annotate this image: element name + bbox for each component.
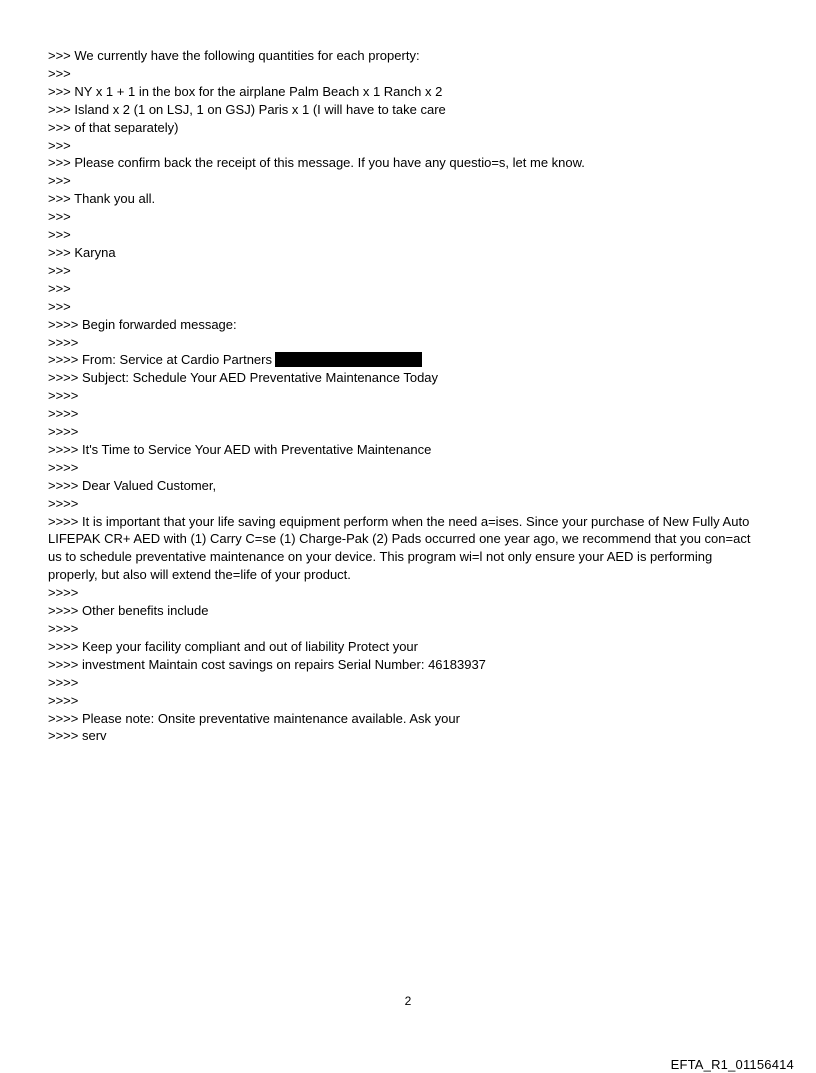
text-line: >>> [48, 298, 71, 314]
text-line: >>> [48, 137, 71, 153]
redaction-bar [275, 352, 422, 367]
text-line: >>> [48, 209, 71, 225]
from-text: >>>> From: Service at Cardio Partners [48, 352, 272, 368]
text-line: >>> [48, 227, 71, 243]
text-line: >>> [48, 262, 71, 278]
text-line: >>> [48, 173, 71, 189]
text-line: >>>> [48, 406, 79, 422]
paragraph-text: >>>> It is important that your life saving equipment perform when the need a=ises. Since your purchase of New Fully Auto LIFEPAK CR+ AED with (1) Carry C=se (1) Charge-Pak (2) Pads occurred one year ago, we recommend that you con=act us to schedule preventative maintenance on your device. This program wi=l not only ensure your AED is performing properly, but also will extend the=life of your product. [48, 513, 755, 583]
text-line: >>> [48, 65, 71, 81]
text-line: >>>> [48, 674, 79, 690]
text-line: >>>> [48, 621, 79, 636]
text-line: >>>> [48, 459, 79, 475]
text-line: >>>> [48, 334, 79, 350]
text-line: >>> Please confirm back the receipt of this message. If you have any questio=s, let me know. [48, 155, 585, 171]
text-line: >>> Island x 2 (1 on LSJ, 1 on GSJ) Paris x 1 (I will have to take care [48, 101, 446, 117]
text-line: >>>> [48, 585, 79, 601]
text-line: >>> [48, 280, 71, 296]
text-line: >>> NY x 1 + 1 in the box for the airplane Palm Beach x 1 Ranch x 2 [48, 83, 443, 99]
text-line: >>>> investment Maintain cost savings on repairs Serial Number: 46183937 [48, 656, 486, 672]
text-line: >>>> [48, 424, 79, 440]
forwarded-header-line: >>>> Begin forwarded message: [48, 316, 237, 332]
text-line: >>> of that separately) [48, 119, 179, 135]
text-line: >>>> Dear Valued Customer, [48, 477, 217, 493]
text-line: >>> Thank you all. [48, 191, 156, 207]
page-number: 2 [404, 994, 412, 1008]
from-line [48, 351, 758, 369]
signature-line: >>> Karyna [48, 244, 116, 260]
text-line: >>>> [48, 388, 79, 404]
subject-line: >>>> Subject: Schedule Your AED Preventative Maintenance Today [48, 370, 439, 386]
text-line: >>>> [48, 495, 79, 511]
text-line: >>>> [48, 692, 79, 708]
text-line: >>>> Other benefits include [48, 603, 209, 619]
text-line: >>>> serv [48, 728, 107, 744]
text-line: >>> We currently have the following quantities for each property: [48, 48, 420, 63]
text-line: >>>> It's Time to Service Your AED with Preventative Maintenance [48, 441, 432, 457]
text-line: >>>> Keep your facility compliant and out of liability Protect your [48, 638, 418, 654]
text-line: >>>> Please note: Onsite preventative maintenance available. Ask your [48, 710, 460, 726]
email-body [48, 47, 758, 745]
bates-number: EFTA_R1_01156414 [670, 1057, 794, 1072]
